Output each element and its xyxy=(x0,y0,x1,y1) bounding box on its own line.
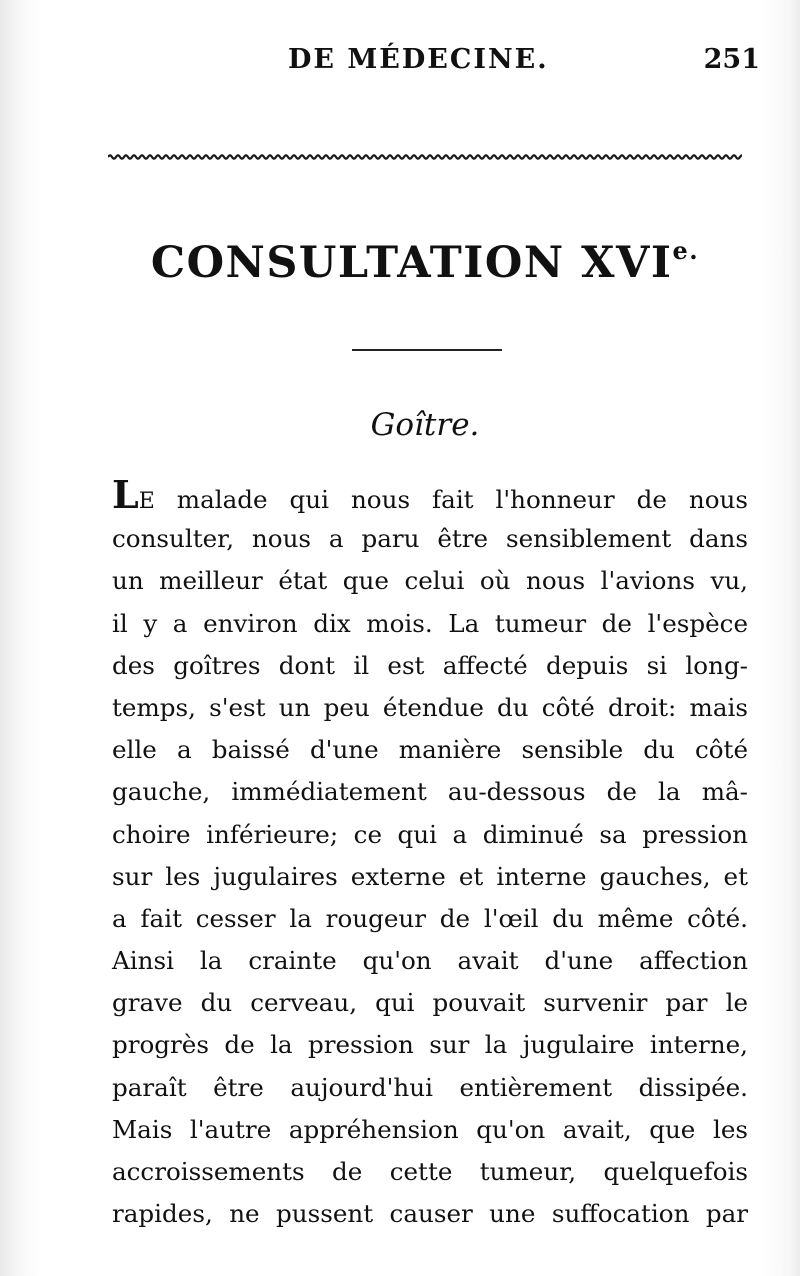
body-line: gauche, immédiatement au-dessous de la mâ- xyxy=(112,777,748,807)
section-divider-rule xyxy=(352,349,502,351)
body-line: a fait cesser la rougeur de l'œil du même côté. xyxy=(112,903,748,933)
page-number: 251 xyxy=(703,44,760,75)
body-line: un meilleur état que celui où nous l'avions vu, xyxy=(112,566,748,596)
running-head xyxy=(110,44,760,84)
running-title: DE MÉDECINE. xyxy=(288,44,549,75)
body-line: consulter, nous a paru être sensiblement dans xyxy=(112,524,748,554)
body-line: temps, s'est un peu étendue du côté droit: mais xyxy=(112,692,748,722)
body-line: choire inférieure; ce qui a diminué sa pression xyxy=(112,819,748,849)
body-line xyxy=(112,472,748,518)
body-line: Ainsi la crainte qu'on avait d'une affection xyxy=(112,946,748,976)
chapter-title-suffix: e. xyxy=(672,236,700,265)
section-title: Goître. xyxy=(370,407,480,443)
body-line: elle a baissé d'une manière sensible du côté xyxy=(112,735,748,765)
body-line-text: malade qui nous fait l'honneur de nous xyxy=(176,485,748,514)
wavy-rule-ornament xyxy=(108,150,742,164)
body-line: Mais l'autre appréhension qu'on avait, que les xyxy=(112,1114,748,1144)
body-line: sur les jugulaires externe et interne gauches, et xyxy=(112,861,748,891)
body-line: paraît être aujourd'hui entièrement dissipée. xyxy=(112,1072,748,1102)
body-line: des goîtres dont il est affecté depuis si long- xyxy=(112,650,748,680)
chapter-title-text: CONSULTATION XVI xyxy=(150,238,673,288)
body-line: rapides, ne pussent causer une suffocation par xyxy=(112,1199,748,1229)
body-line: grave du cerveau, qui pouvait survenir par le xyxy=(112,988,748,1018)
chapter-title xyxy=(110,236,740,288)
body-line: il y a environ dix mois. La tumeur de l'espèce xyxy=(112,608,748,638)
first-word-rest: E xyxy=(138,489,155,514)
body-line: progrès de la pression sur la jugulaire interne, xyxy=(112,1030,748,1060)
body-line: accroissements de cette tumeur, quelquefois xyxy=(112,1157,748,1186)
initial-letter: L xyxy=(112,472,139,517)
body-text xyxy=(112,472,748,1235)
